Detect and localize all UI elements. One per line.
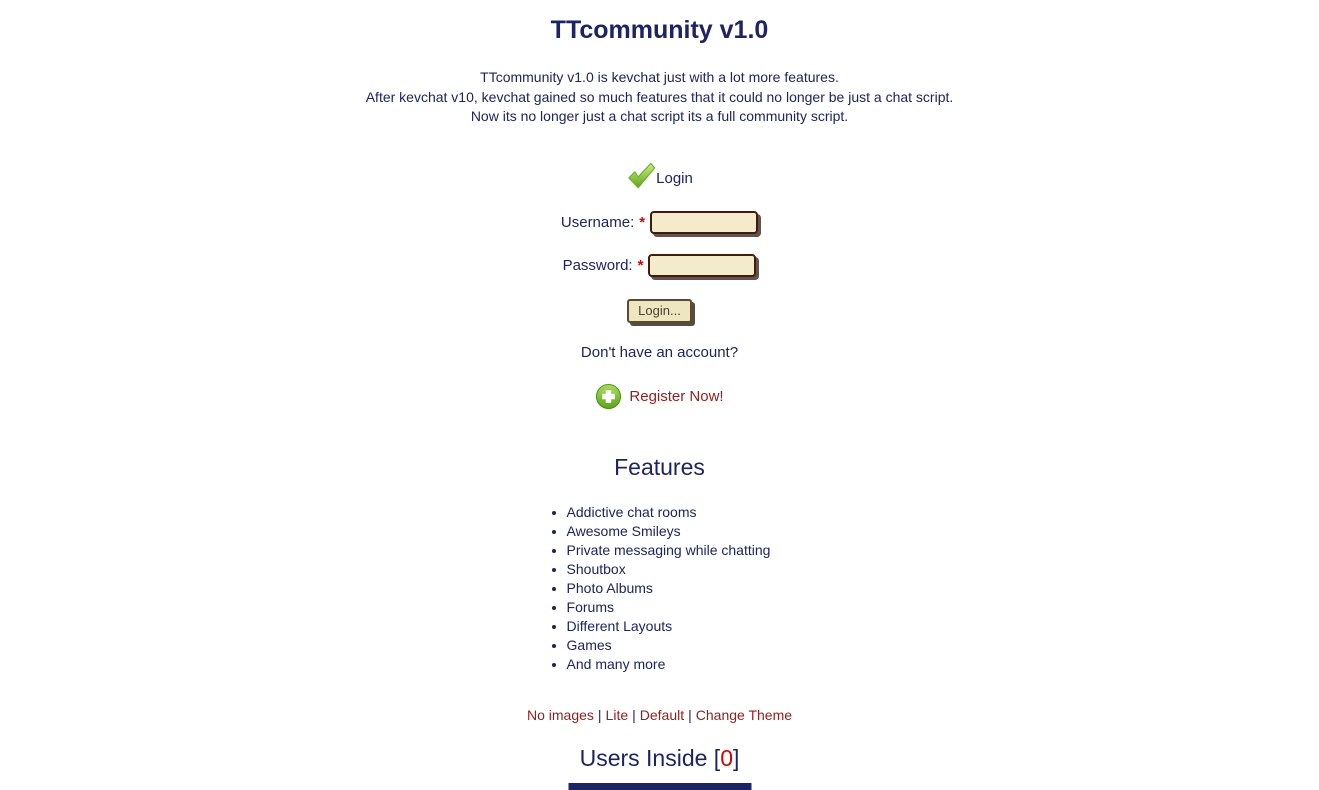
theme-link-lite[interactable]: Lite xyxy=(605,706,629,723)
feature-item: • Different Layouts xyxy=(567,617,771,636)
users-table-top-edge xyxy=(568,783,751,790)
username-label: Username: xyxy=(560,214,635,231)
password-label: Password: xyxy=(562,257,633,274)
feature-item: • Private messaging while chatting xyxy=(567,541,771,560)
green-plus-circle-icon[interactable] xyxy=(595,383,622,410)
no-account-text: Don't have an account? xyxy=(580,343,739,361)
feature-item: • Awesome Smileys xyxy=(567,522,771,541)
features-list-container xyxy=(0,503,1319,674)
feature-item: • Photo Albums xyxy=(567,579,771,598)
feature-item: • And many more xyxy=(567,655,771,674)
theme-link-no-images[interactable]: No images xyxy=(526,706,594,723)
password-row xyxy=(0,253,1319,279)
users-inside-count: 0 xyxy=(720,744,733,771)
feature-item: • Shoutbox xyxy=(567,560,771,579)
username-row xyxy=(0,210,1319,236)
intro-text xyxy=(0,68,1319,127)
required-asterisk: * xyxy=(639,214,646,231)
login-section-header xyxy=(0,161,1319,191)
feature-item: • Addictive chat rooms xyxy=(567,503,771,522)
separator: | xyxy=(632,706,636,723)
intro-line: Now its no longer just a chat script its a full community script. xyxy=(470,108,849,124)
register-row xyxy=(0,383,1319,410)
password-input[interactable] xyxy=(648,254,756,277)
users-inside-suffix: ] xyxy=(733,744,740,771)
separator: | xyxy=(688,706,692,723)
theme-link-change-theme[interactable]: Change Theme xyxy=(695,706,793,723)
features-heading: Features xyxy=(614,453,705,480)
feature-item: • Forums xyxy=(567,598,771,617)
green-check-icon xyxy=(626,161,656,191)
required-asterisk: * xyxy=(637,257,644,274)
theme-switcher xyxy=(0,707,1319,723)
separator: | xyxy=(597,706,602,723)
intro-line: After kevchat v10, kevchat gained so much features that it could no longer be just a chat script. xyxy=(365,88,954,105)
theme-link-default[interactable]: Default xyxy=(639,706,685,723)
users-inside-prefix: Users Inside [ xyxy=(579,744,721,771)
login-heading: Login xyxy=(656,169,693,187)
users-inside-heading xyxy=(0,745,1319,772)
username-input[interactable] xyxy=(650,211,758,234)
intro-line: TTcommunity v1.0 is kevchat just with a lot more features. xyxy=(480,69,839,85)
register-now-link[interactable]: Register Now! xyxy=(629,387,724,405)
features-list xyxy=(549,503,771,674)
login-button[interactable]: Login... xyxy=(627,299,692,323)
page-title: TTcommunity v1.0 xyxy=(550,16,769,44)
feature-item: • Games xyxy=(567,636,771,655)
login-button-row xyxy=(0,299,1319,323)
